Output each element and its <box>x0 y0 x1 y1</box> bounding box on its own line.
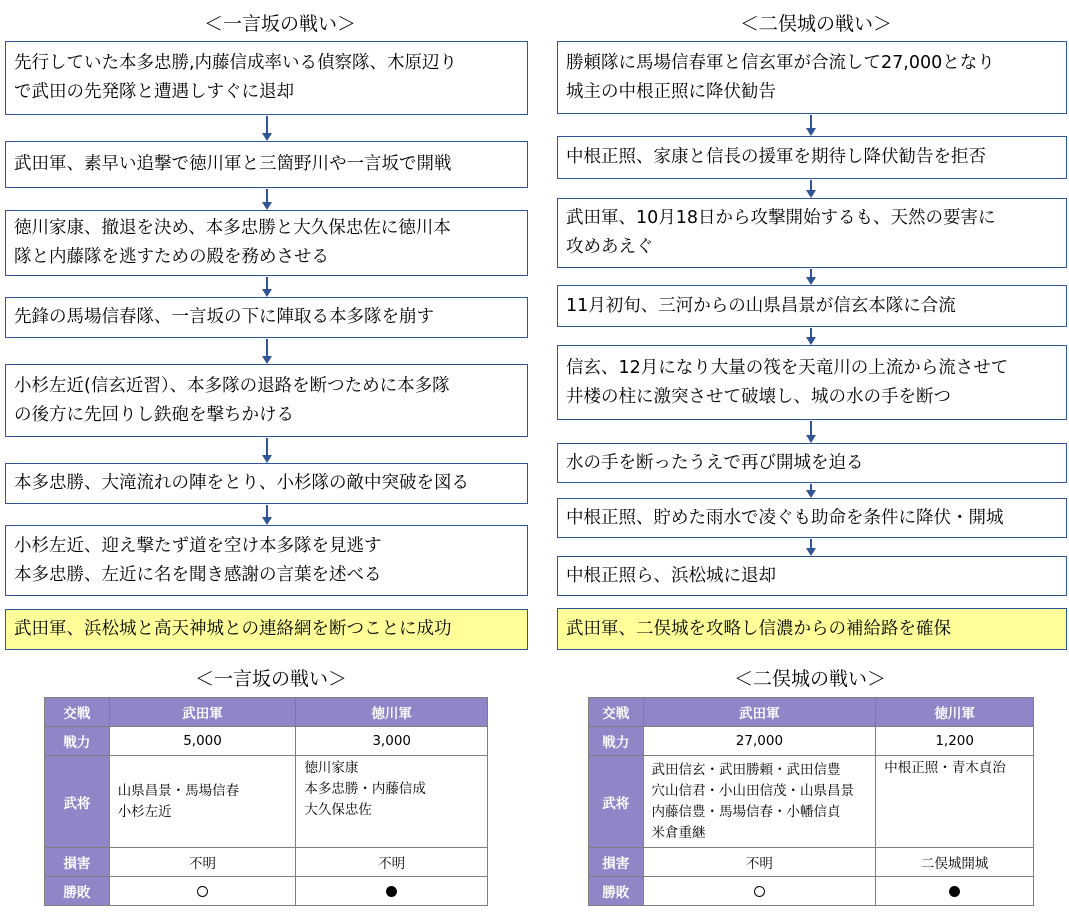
row-header-outcome: 勝敗 <box>45 877 110 906</box>
table-row <box>45 698 488 727</box>
table-row <box>589 877 1034 906</box>
cell-takeda-generals <box>109 756 296 848</box>
right-arrow-4 <box>806 328 816 345</box>
win-mark-icon <box>197 886 208 897</box>
row-header-generals: 武将 <box>45 756 110 848</box>
cell-tokugawa-strength: 3,000 <box>296 727 488 756</box>
right-arrow-3 <box>806 269 816 285</box>
left-step-2 <box>5 141 528 188</box>
right-step-4 <box>557 285 1067 327</box>
left-result-text: 武田軍、浜松城と高天神城との連絡網を断つことに成功 <box>14 619 452 639</box>
col-header-engagement: 交戦 <box>45 698 110 727</box>
cell-takeda-strength: 27,000 <box>643 727 876 756</box>
cell-tokugawa-generals <box>876 756 1034 848</box>
row-header-strength: 戦力 <box>589 727 644 756</box>
left-flow-title: ＜一言坂の戦い＞ <box>203 13 356 35</box>
right-step-1-line-2: 城主の中根正照に降伏勧告 <box>566 81 776 102</box>
left-step-3-line-2: 隊と内藤隊を逃すための殿を務めさせる <box>14 247 329 267</box>
left-step-4 <box>5 297 528 338</box>
left-step-7 <box>5 525 528 596</box>
right-arrow-5 <box>806 421 816 443</box>
table-row <box>589 848 1034 877</box>
right-flow-title: ＜二俣城の戦い＞ <box>739 13 892 35</box>
table-row <box>589 756 1034 848</box>
left-result <box>5 609 528 650</box>
cell-takeda-damage: 不明 <box>643 848 876 877</box>
right-arrow-1 <box>806 115 816 136</box>
general-line: 中根正照・青木貞治 <box>884 760 1006 776</box>
left-table-title: ＜一言坂の戦い＞ <box>194 668 347 690</box>
table-row <box>45 877 488 906</box>
general-line: 穴山信君・小山田信茂・山県昌景 <box>651 782 855 799</box>
row-header-outcome: 勝敗 <box>589 877 644 906</box>
right-step-8 <box>557 556 1067 596</box>
general-line: 大久保忠佐 <box>304 802 372 818</box>
col-header-tokugawa: 徳川軍 <box>876 698 1034 727</box>
left-arrow-3 <box>262 277 272 297</box>
left-arrow-6 <box>262 505 272 525</box>
cell-tokugawa-outcome <box>296 877 488 906</box>
right-step-1 <box>557 41 1067 114</box>
right-step-3-line-1: 武田軍、10月18日から攻撃開始するも、天然の要害に <box>566 208 996 228</box>
right-battle-table <box>588 697 1034 906</box>
row-header-strength: 戦力 <box>45 727 110 756</box>
cell-tokugawa-damage: 二俣城開城 <box>876 848 1034 877</box>
right-step-4-text: 11月初旬、三河からの山県昌景が信玄本隊に合流 <box>566 295 956 316</box>
right-step-2-text: 中根正照、家康と信長の援軍を期待し降伏勧告を拒否 <box>566 147 986 167</box>
loss-mark-icon <box>386 886 397 897</box>
left-step-7-line-1: 小杉左近、迎え撃たず道を空け本多隊を見逃す <box>14 535 382 556</box>
right-step-5-line-2: 井楼の柱に激突させて破壊し、城の水の手を断つ <box>566 386 951 407</box>
right-step-3 <box>557 198 1067 268</box>
cell-tokugawa-strength: 1,200 <box>876 727 1034 756</box>
win-mark-icon <box>754 886 765 897</box>
right-step-5 <box>557 345 1067 420</box>
right-table-title: ＜二俣城の戦い＞ <box>733 668 886 690</box>
table-row <box>45 756 488 848</box>
right-step-1-line-1: 勝頼隊に馬場信春軍と信玄軍が合流して27,000となり <box>566 52 995 73</box>
left-step-7-line-2: 本多忠勝、左近に名を聞き感謝の言葉を述べる <box>14 564 382 585</box>
left-step-1-line-1: 先行していた本多忠勝,内藤信成率いる偵察隊、木原辺り <box>14 53 458 73</box>
left-step-6 <box>5 463 528 504</box>
col-header-tokugawa: 徳川軍 <box>296 698 488 727</box>
right-step-7-text: 中根正照、貯めた雨水で凌ぐも助命を条件に降伏・開城 <box>566 507 1004 528</box>
col-header-engagement: 交戦 <box>589 698 644 727</box>
right-step-6 <box>557 443 1067 483</box>
right-step-5-line-1: 信玄、12月になり大量の筏を天竜川の上流から流させて <box>566 357 1009 378</box>
right-arrow-6 <box>806 484 816 498</box>
row-header-damage: 損害 <box>45 848 110 877</box>
cell-takeda-strength: 5,000 <box>109 727 296 756</box>
row-header-damage: 損害 <box>589 848 644 877</box>
right-result <box>557 608 1067 650</box>
cell-tokugawa-outcome <box>876 877 1034 906</box>
row-header-generals: 武将 <box>589 756 644 848</box>
general-line: 小杉左近 <box>117 803 172 820</box>
general-line: 本多忠勝・内藤信成 <box>304 781 426 797</box>
left-step-3-line-1: 徳川家康、撤退を決め、本多忠勝と大久保忠佐に徳川本 <box>14 218 451 238</box>
general-line: 山県昌景・馬場信春 <box>117 782 240 799</box>
right-step-2 <box>557 136 1067 179</box>
left-step-6-text: 本多忠勝、大滝流れの陣をとり、小杉隊の敵中突破を図る <box>14 473 469 493</box>
left-step-3 <box>5 210 528 276</box>
right-step-3-line-2: 攻めあえぐ <box>566 237 654 257</box>
right-step-8-text: 中根正照ら、浜松城に退却 <box>566 565 776 586</box>
left-step-1 <box>5 41 528 115</box>
left-step-2-text: 武田軍、素早い追撃で徳川軍と三箇野川や一言坂で開戦 <box>14 154 452 174</box>
left-arrow-2 <box>262 189 272 210</box>
general-line: 米倉重継 <box>651 824 706 841</box>
table-row <box>589 727 1034 756</box>
table-row <box>589 698 1034 727</box>
cell-takeda-damage: 不明 <box>109 848 296 877</box>
left-arrow-4 <box>262 339 272 364</box>
col-header-takeda: 武田軍 <box>109 698 296 727</box>
right-step-7 <box>557 498 1067 538</box>
table-row <box>45 848 488 877</box>
cell-takeda-outcome <box>643 877 876 906</box>
left-battle-table <box>44 697 488 906</box>
left-step-5-line-2: の後方に先回りし鉄砲を撃ちかける <box>14 404 294 425</box>
left-arrow-1 <box>262 116 272 141</box>
right-arrow-7 <box>806 539 816 556</box>
left-arrow-5 <box>262 438 272 463</box>
left-step-4-text: 先鋒の馬場信春隊、一言坂の下に陣取る本多隊を崩す <box>14 307 434 327</box>
general-line: 徳川家康 <box>304 760 359 776</box>
right-result-text: 武田軍、二俣城を攻略し信濃からの補給路を確保 <box>566 618 951 639</box>
general-line: 武田信玄・武田勝頼・武田信豊 <box>651 761 841 778</box>
left-step-1-line-2: で武田の先発隊と遭遇しすぐに退却 <box>14 82 294 102</box>
table-row <box>45 727 488 756</box>
right-step-6-text: 水の手を断ったうえで再び開城を迫る <box>566 452 864 473</box>
left-step-5 <box>5 364 528 437</box>
col-header-takeda: 武田軍 <box>643 698 876 727</box>
loss-mark-icon <box>949 886 960 897</box>
general-line: 内藤信豊・馬場信春・小幡信貞 <box>651 803 841 820</box>
cell-tokugawa-generals <box>296 756 488 848</box>
cell-takeda-outcome <box>109 877 296 906</box>
right-arrow-2 <box>806 180 816 198</box>
cell-takeda-generals <box>643 756 876 848</box>
left-step-5-line-1: 小杉左近(信玄近習）、本多隊の退路を断つために本多隊 <box>14 375 450 396</box>
cell-tokugawa-damage: 不明 <box>296 848 488 877</box>
